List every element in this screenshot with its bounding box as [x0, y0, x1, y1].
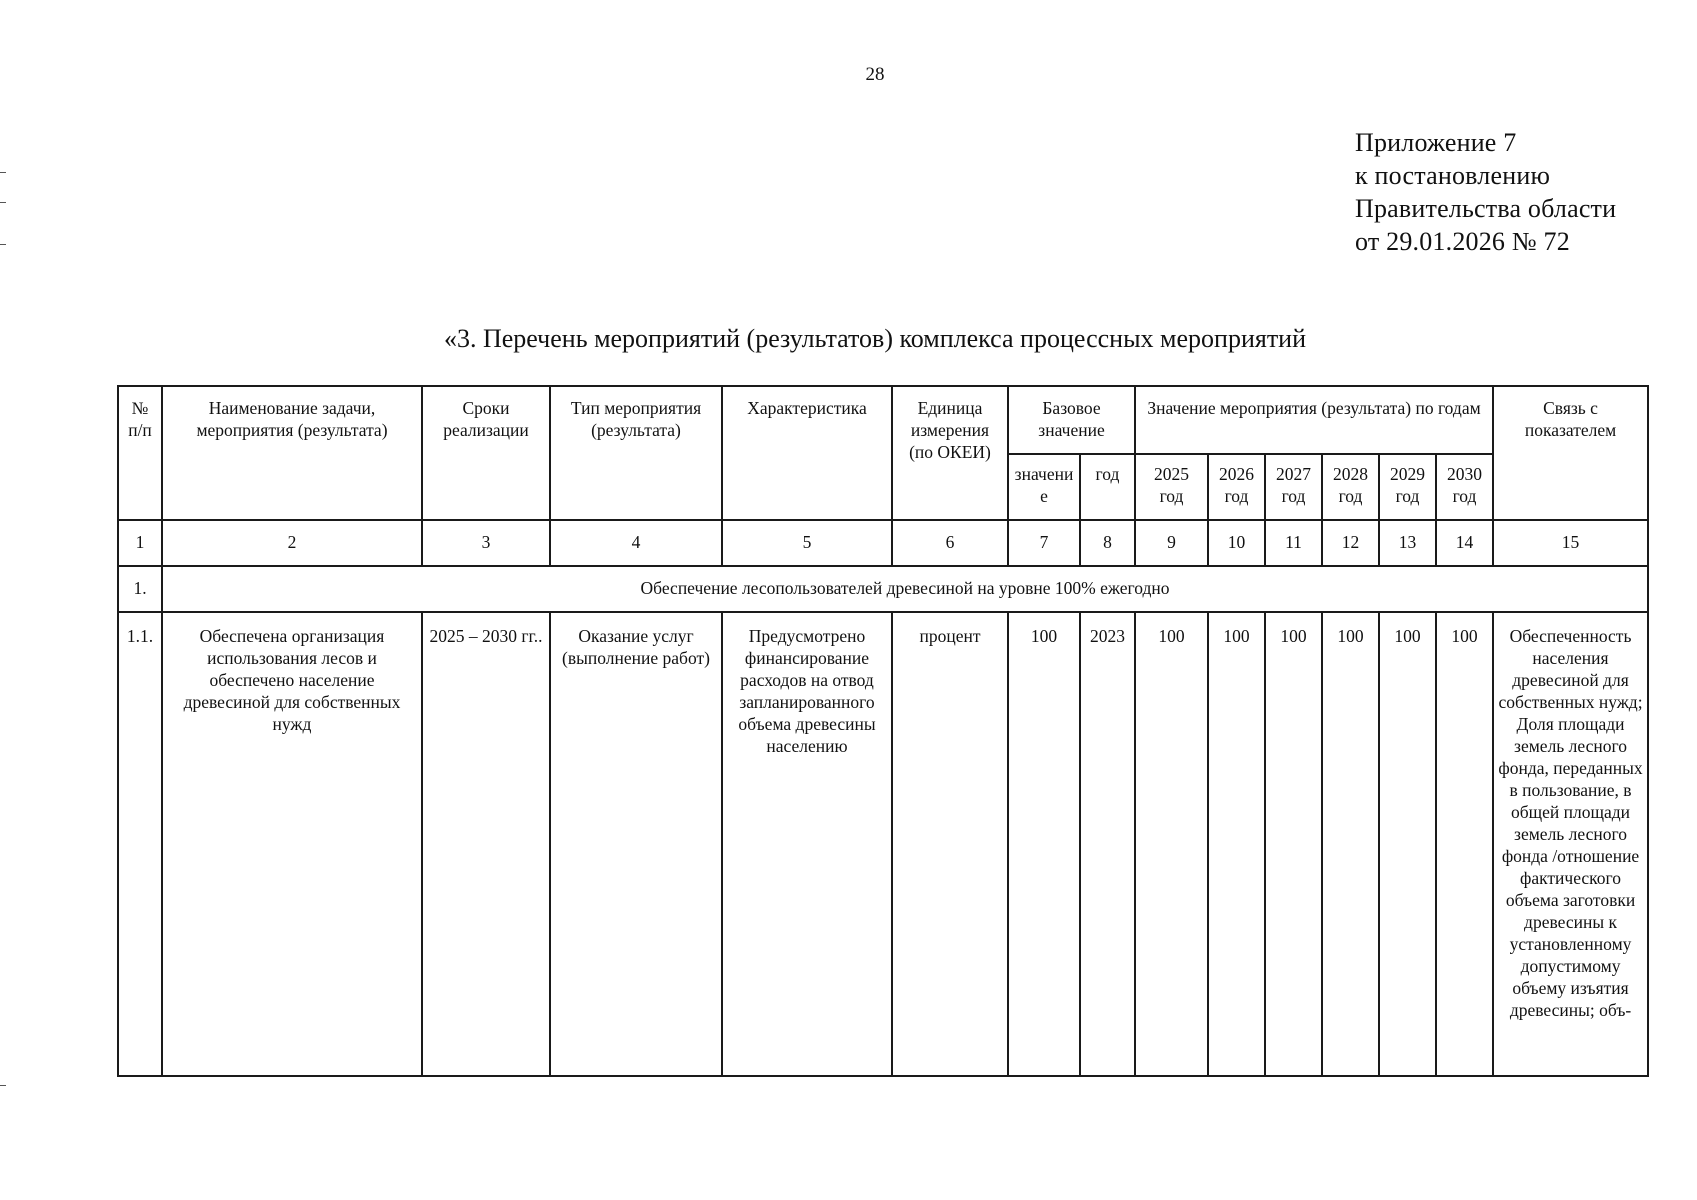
scan-edge-mark [0, 202, 6, 203]
measure-value-2025: 100 [1135, 612, 1208, 1076]
header-name: Наименование задачи, мероприятия (результата) [162, 386, 422, 520]
task-row [118, 566, 1648, 612]
header-values-by-year: Значение мероприятия (результата) по годам [1135, 386, 1493, 454]
task-text: Обеспечение лесопользователей древесиной на уровне 100% ежегодно [162, 566, 1648, 612]
measure-link: Обеспеченность населения древесиной для собственных нужд; Доля площади земель лесного фонда, переданных в пользование, в общей площади земель лесного фонда /отношение фактического объема заготовки древесины к установленному допустимому объему изъятия древесины; объ- [1493, 612, 1648, 1076]
measure-unit: процент [892, 612, 1008, 1076]
appendix-line-3: Правительства области [1355, 194, 1617, 223]
column-number: 3 [422, 520, 550, 566]
header-type: Тип мероприятия (результата) [550, 386, 722, 520]
measure-num: 1.1. [118, 612, 162, 1076]
column-number: 4 [550, 520, 722, 566]
appendix-line-4: от 29.01.2026 № 72 [1355, 227, 1570, 256]
header-num: № п/п [118, 386, 162, 520]
header-terms: Сроки реализации [422, 386, 550, 520]
measure-value-2029: 100 [1379, 612, 1436, 1076]
column-number: 8 [1080, 520, 1135, 566]
measures-table [117, 385, 1649, 1077]
column-number: 2 [162, 520, 422, 566]
measure-name: Обеспечена организация использования лесов и обеспечено население древесиной для собственных нужд [162, 612, 422, 1076]
scan-edge-mark [0, 1085, 6, 1086]
appendix-line-1: Приложение 7 [1355, 128, 1517, 157]
measure-value-2030: 100 [1436, 612, 1493, 1076]
appendix-line-2: к постановлению [1355, 161, 1551, 190]
header-characteristic: Характеристика [722, 386, 892, 520]
column-number: 9 [1135, 520, 1208, 566]
column-number: 12 [1322, 520, 1379, 566]
column-number: 15 [1493, 520, 1648, 566]
header-2028: 2028 год [1322, 454, 1379, 520]
header-2025: 2025 год [1135, 454, 1208, 520]
header-2026: 2026 год [1208, 454, 1265, 520]
header-row-1 [118, 386, 1648, 454]
task-num: 1. [118, 566, 162, 612]
header-2030: 2030 год [1436, 454, 1493, 520]
measure-base-value: 100 [1008, 612, 1080, 1076]
column-number-row [118, 520, 1648, 566]
column-number: 14 [1436, 520, 1493, 566]
page-number: 28 [865, 64, 885, 85]
scan-edge-mark [0, 172, 6, 173]
header-2027: 2027 год [1265, 454, 1322, 520]
measure-value-2027: 100 [1265, 612, 1322, 1076]
appendix-block [1355, 126, 1616, 258]
scan-edge-mark [0, 244, 6, 245]
column-number: 1 [118, 520, 162, 566]
document-title: «3. Перечень мероприятий (результатов) комплекса процессных мероприятий [443, 324, 1307, 353]
measure-terms: 2025 – 2030 гг.. [422, 612, 550, 1076]
header-link: Связь с показателем [1493, 386, 1648, 520]
column-number: 13 [1379, 520, 1436, 566]
header-base-year: год [1080, 454, 1135, 520]
header-base-value: значение [1008, 454, 1080, 520]
measure-base-year: 2023 [1080, 612, 1135, 1076]
measure-value-2028: 100 [1322, 612, 1379, 1076]
column-number: 7 [1008, 520, 1080, 566]
column-number: 10 [1208, 520, 1265, 566]
column-number: 6 [892, 520, 1008, 566]
header-base: Базовое значение [1008, 386, 1135, 454]
column-number: 11 [1265, 520, 1322, 566]
measure-characteristic: Предусмотрено финансирование расходов на отвод запланированного объема древесины населению [722, 612, 892, 1076]
measure-row [118, 612, 1648, 1076]
measure-value-2026: 100 [1208, 612, 1265, 1076]
header-unit: Единица измерения (по ОКЕИ) [892, 386, 1008, 520]
header-2029: 2029 год [1379, 454, 1436, 520]
column-number: 5 [722, 520, 892, 566]
measure-type: Оказание услуг (выполнение работ) [550, 612, 722, 1076]
